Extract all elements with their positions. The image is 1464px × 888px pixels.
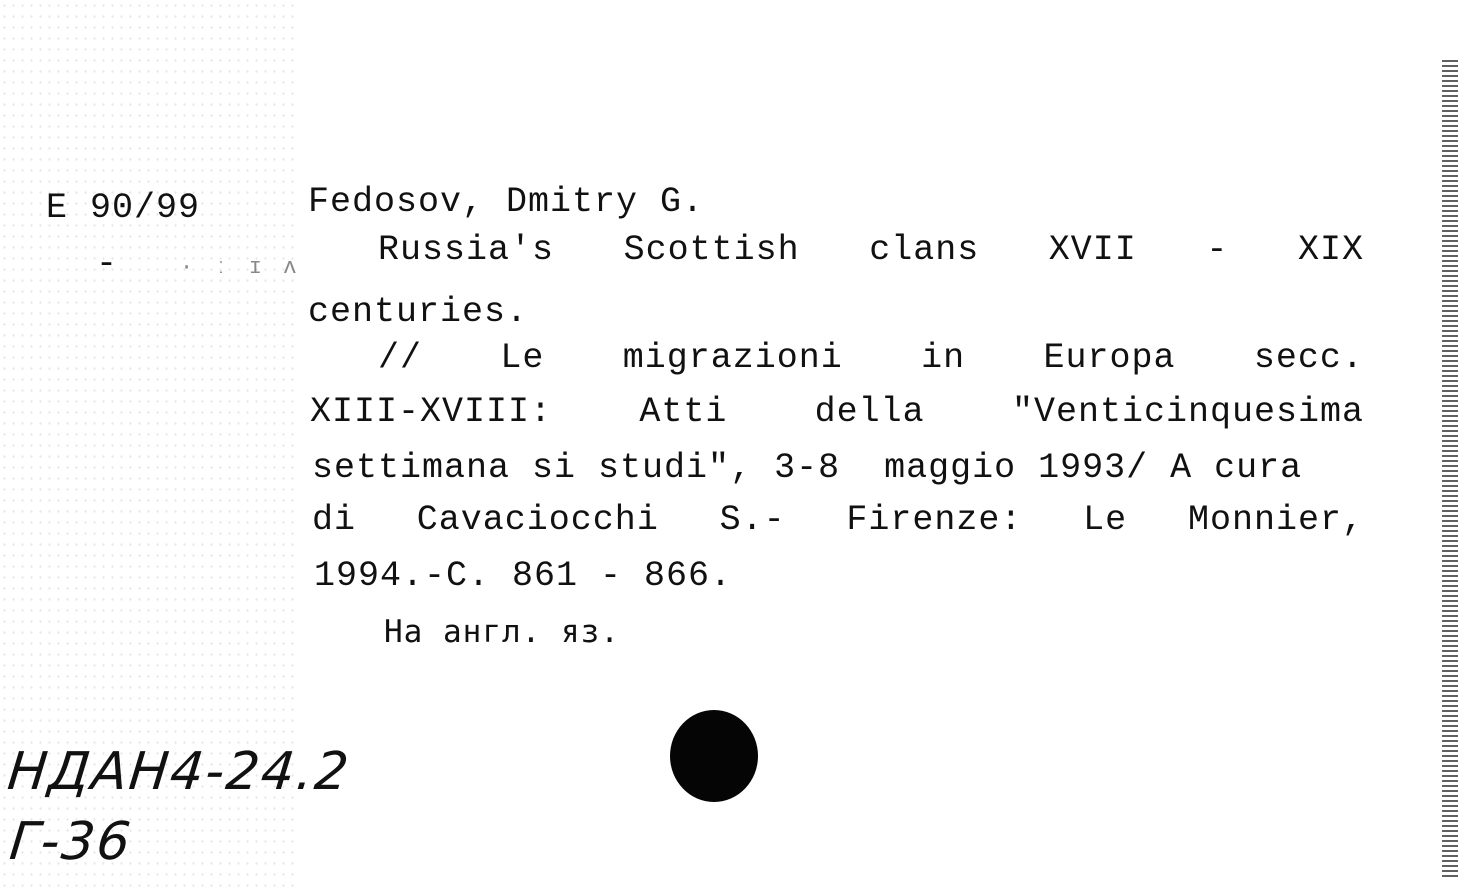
source-line-1 [378, 338, 1364, 378]
handwritten-author-mark: Г-36 [6, 812, 136, 872]
source-line-2 [310, 392, 1364, 432]
title-word: XVII [1048, 230, 1137, 270]
punch-hole [670, 710, 758, 802]
title-word: - [1206, 230, 1229, 270]
source-word: S.- [719, 500, 786, 540]
title-word: Russia's [378, 230, 555, 270]
card-edge [1442, 60, 1458, 880]
title-line-2: centuries. [308, 292, 529, 332]
source-word: // [378, 338, 423, 378]
handwritten-shelf-mark: НДАН4-24.2 [4, 742, 354, 802]
source-line-3: settimana si studi", 3-8 maggio 1993/ A cura [312, 448, 1303, 488]
source-word: Atti [639, 392, 728, 432]
source-word: Cavaciocchi [416, 500, 659, 540]
title-word: Scottish [623, 230, 800, 270]
title-word: XIX [1297, 230, 1364, 270]
source-word: secc. [1253, 338, 1364, 378]
source-word: Firenze: [846, 500, 1023, 540]
source-word: in [921, 338, 966, 378]
call-number-dash: - [96, 244, 119, 284]
source-word: migrazioni [622, 338, 843, 378]
source-word: Le [500, 338, 545, 378]
source-word: di [312, 500, 357, 540]
faded-mark: · ː ɪ ʌ [180, 255, 301, 280]
language-note: На англ. яз. [384, 614, 620, 650]
source-line-5: 1994.-C. 861 - 866. [314, 556, 733, 596]
source-word: XIII-XVIII: [310, 392, 553, 432]
source-word: Le [1083, 500, 1128, 540]
call-number: E 90/99 [46, 188, 201, 228]
author: Fedosov, Dmitry G. [308, 182, 705, 222]
source-word: Europa [1043, 338, 1176, 378]
source-line-4 [312, 500, 1364, 540]
source-word: Monnier, [1187, 500, 1364, 540]
source-word: "Venticinquesima [1011, 392, 1364, 432]
title-line-1 [378, 230, 1364, 270]
source-word: della [814, 392, 925, 432]
title-word: clans [869, 230, 980, 270]
